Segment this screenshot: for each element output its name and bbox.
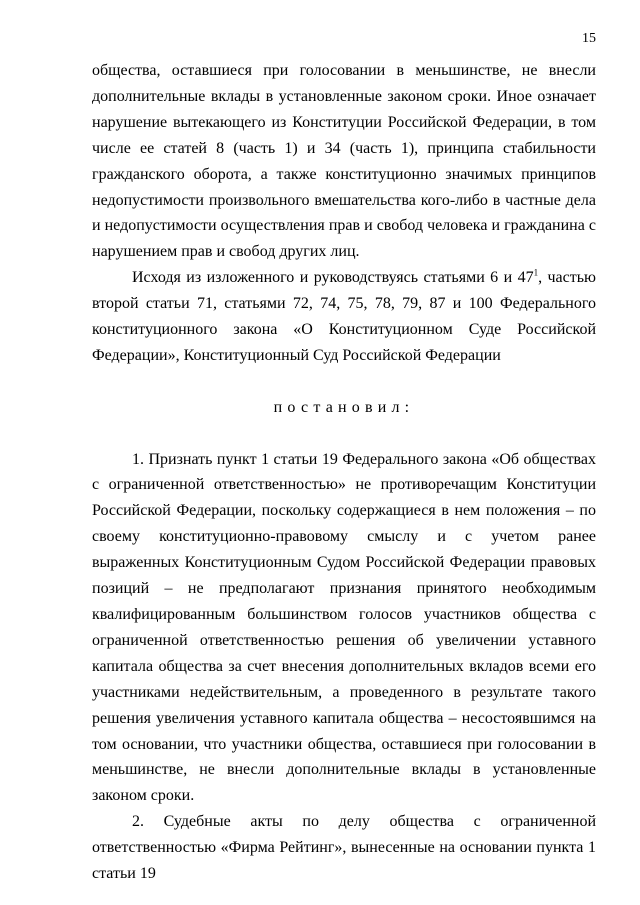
legal-basis-text-end: , частью второй статьи 71, статьями 72, 74, 75, 78, 79, 87 и 100 Федерального конституционного закона «О Конституционном Суде Российской Федерации», Конституционный Суд Российской Федерации	[92, 269, 597, 364]
article-superscript: 1	[533, 267, 539, 278]
paragraph-continuation: общества, оставшиеся при голосовании в меньшинстве, не внесли дополнительные вклады в установленные законом сроки. Иное означает нарушение вытекающего из Конституции Российской Федерации, в том числе ее статей 8 (часть 1) и 34 (часть 1), принципа стабильности гражданского оборота, а также конституционно значимых принципов недопустимости произвольного вмешательства кого-либо в частные дела и недопустимости осуществления прав и свобод человека и гражданина с нарушением прав и свобод других лиц.	[92, 62, 596, 261]
document-body	[92, 58, 596, 887]
paragraph-point-2: 2. Судебные акты по делу общества с ограниченной ответственностью «Фирма Рейтинг», вынесенные на основании пункта 1 статьи 19	[92, 813, 596, 883]
paragraph-legal-basis	[92, 265, 596, 369]
decree-heading: постановил:	[273, 398, 415, 416]
paragraph-point-1: 1. Признать пункт 1 статьи 19 Федерального закона «Об обществах с ограниченной ответственностью» не противоречащим Конституции Российской Федерации, поскольку содержащиеся в нем положения – по своему конституционно-правовому смыслу и с учетом ранее выраженных Конституционным Судом Российской Федерации правовых позиций – не предполагают признания принятого необходимым квалифицированным большинством голосов участников общества с ограниченной ответственностью решения об увеличении уставного капитала общества за счет внесения дополнительных вкладов всеми его участниками недействительным, а проведенного в результате такого решения увеличения уставного капитала общества – несостоявшимся на том основании, что участники общества, оставшиеся при голосовании в меньшинстве, не внесли дополнительные вклады в установленные законом сроки.	[92, 450, 596, 805]
page-number: 15	[582, 31, 596, 46]
legal-basis-text-start: Исходя из изложенного и руководствуясь статьями 6 и 47	[132, 269, 534, 287]
